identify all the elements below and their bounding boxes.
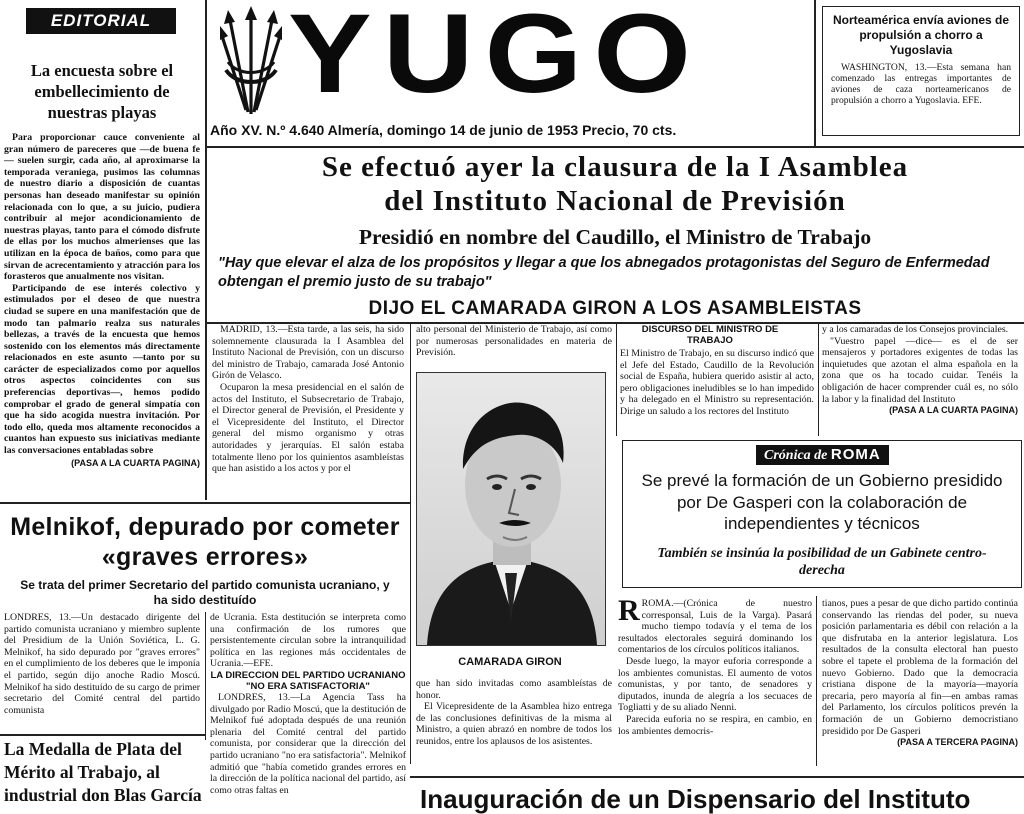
main-subhead: Presidió en nombre del Caudillo, el Ministro de Trabajo	[358, 225, 872, 249]
editorial-continued: (PASA A LA CUARTA PAGINA)	[71, 457, 200, 468]
editorial-paragraph: Para proporcionar cauce conveniente al gran número de pareceres que —de buena fe— suelen surgir, cada año, al aproximarse la temporada veraniega, pusimos las columnas de nuestro diario a disposición de cuantas personas han deseado manifestar su opinión relacionada con lo que, a su juicio, pudiera contribuir al mejor acondicionamiento de nuestras playas, tanto para el cómodo disfrute de ellas por los muchos almerienses que las utilizan en la época de baños, como para que sirvan de acrecentamiento y atracción para los forasteros que anualmente nos visitan.	[4, 132, 200, 283]
top-right-headline: Norteamérica envía aviones de propulsión a chorro a Yugoslavia	[832, 13, 1010, 57]
roma-col-1	[618, 594, 812, 737]
roma-col-1-text: ROMA.—(Crónica de nuestro corresponsal, Luis de la Varga). Pasará mucho tiempo todavía y el tema de los resultados electorales seguirá dominando los comentarios de los círculos políticos italianos.	[618, 598, 812, 656]
main-quote: "Hay que elevar el alza de los propósitos y llegar a que los abnegados protagonistas del Seguro de Enfermedad obtengan el premio justo de su trabajo"	[218, 255, 990, 290]
top-right-dateline: WASHINGTON, 13.—	[841, 62, 937, 73]
top-right-news	[822, 6, 1020, 136]
roma-col-2-text: tianos, pues a pesar de que dicho partido continúa conservando las riendas del poder, su nueva posición parlamentaria es débil con relación a la que disfrutaba en la anterior legislatura. Los resultados de la consulta electoral han puesto sobre el tapete el problema de la formación del nuevo Gobierno. Dado que la democracia cristiana dispone de la mayoría—mayoría precaria, pero mayoría al fin—en ambas ramas del Parlamento, los círculos políticos prevén la formación de un Gobierno democristiano presidido por De Gasperi	[822, 598, 1018, 737]
roma-dropcap: R	[618, 594, 640, 627]
main-col-1-text-2: Ocuparon la mesa presidencial en el salón de actos del Instituto, el Subsecretario de Trabajo, el Director general de Previsión, el Presidente y el Vicepresidente del Instituto, el Director general del mismo organismo y otras autoridades y jerarquías. El salón estaba totalmente lleno por los quinientos asambleístas que han asistido a los actos y por el	[212, 381, 404, 475]
editorial-label: EDITORIAL	[26, 8, 176, 34]
speech-text: El Ministro de Trabajo, en su discurso indicó que el Jefe del Estado, Caudillo de la Revolución social de España, hubiera querido asistir al acto, pero obligaciones ineludibles se lo han impedido y ha delegado en el Ministro su representación. Dirige un saludo a los rectores del Instituto	[620, 348, 814, 417]
issue-line	[210, 122, 810, 138]
main-col-1	[212, 324, 404, 475]
main-col-2-bottom	[416, 678, 612, 748]
main-col-2-bottom-1: que han sido invitadas como asambleístas de honor.	[416, 678, 612, 701]
roma-col-1-text-b: Desde luego, la mayor euforia corresponde a los ambientes comunistas. El aumento de votos comunistas, y por tanto, de senadores y diputados, inunda de alegría a los secuaces de Togliatti y de su aliado Nenni.	[618, 655, 812, 714]
roma-col-1-text-c: Parecida euforia no se respira, en cambio, en los ambientes democris-	[618, 713, 812, 737]
main-dateline: MADRID, 13.—	[220, 324, 288, 335]
roma-kicker-prefix: Crónica de	[764, 448, 828, 463]
main-col-2-bottom-2: El Vicepresidente de la Asamblea hizo entrega de las conclusiones definitivas de la misma al Ministro, a quien abrazó en nombre de todos los reunidos, entre los aplausos de los asistentes.	[416, 701, 612, 747]
issue-price: Precio, 70 cts.	[582, 122, 677, 138]
melnikof-col-2-text-b: LONDRES, 13.—La Agencia Tass ha divulgado por Radio Moscú, que la destitución de Melnikof fué adoptada después de una reunión plenaria del Comité central del partido comunista, por considerar que la dirección del partido ucraniano "no era satisfactoria". Melnikof admitió que "había cometido grandes errores en la dirección de la política nacional del partido, así como otras faltas en	[210, 691, 406, 796]
main-headline-1: Se efectuó ayer la clausura de la I Asamblea	[321, 151, 909, 183]
photo-caption: CAMARADA GIRON	[458, 656, 562, 668]
roma-headline: Se prevé la formación de un Gobierno presidido por De Gasperi con la colaboración de independientes y técnicos	[641, 471, 1003, 533]
main-col-1-text: Esta tarde, a las seis, ha sido solemnemente clausurada la I Asamblea del Instituto Nacional de Previsión, con un discurso del ministro de Trabajo, camarada José Antonio Girón de Velasco.	[212, 324, 404, 382]
bottom-right-headline: Inauguración de un Dispensario del Instituto	[420, 784, 971, 814]
main-headline-2: del Instituto Nacional de Previsión	[384, 185, 846, 217]
yoke-and-arrows-emblem	[220, 6, 282, 118]
portrait-illustration	[417, 373, 605, 645]
top-right-text: Esta semana han comenzado las entregas importantes de aviones de caza norteamericanos de propulsión a chorro a Yugoslavia. EFE.	[831, 62, 1011, 106]
main-col-4-text-2: "Vuestro papel —dice— es el de ser mensajeros y portadores exigentes de todas las inquietudes que azotan el alma española en la zona que os ha tocado cuidar. Tenéis la obligación de hacer comprender cuál es, no sólo la labor y la finalidad del Instituto	[822, 335, 1018, 405]
roma-kicker-city: ROMA	[830, 446, 881, 463]
editorial-headline: La encuesta sobre el embellecimiento de nuestras playas	[30, 61, 174, 122]
main-continued: (PASA A LA CUARTA PAGINA)	[889, 405, 1018, 416]
speech-heading: DISCURSO DEL MINISTRO DE TRABAJO	[641, 324, 779, 346]
masthead-title: YUGO	[288, 0, 703, 116]
melnikof-col-2-heading: LA DIRECCION DEL PARTIDO UCRANIANO "NO ERA SATISFACTORIA"	[210, 669, 406, 692]
main-col-4	[822, 324, 1018, 417]
melnikof-headline: Melnikof, depurado por cometer «graves errores»	[10, 513, 400, 571]
editorial-section	[4, 8, 200, 468]
editorial-paragraph: Participando de ese interés colectivo y estimulados por el deseo de que nuestra ciudad se supere en una manifestación que de modo tan palmario realza sus naturales bellezas, a través de la encuesta que hemos sostenido con los elementos más directamente relacionados en este asunto —tanto por su carácter de especializados como por aquellos otros aspectos coincidentes con sus preferencias deportivas—, hemos podido comprobar el grado de general simpatía con que ha sido acogida nuestra invitación. Por todo ello, queda mos altamente reconocidos a cuantos han expuesto sus iniciativas mediante las conversaciones entabladas sobre	[4, 282, 200, 457]
main-attribution: DIJO EL CAMARADA GIRON A LOS ASAMBLEISTAS	[368, 298, 862, 319]
masthead	[208, 0, 812, 144]
issue-date: Año XV. N.º 4.640 Almería, domingo 14 de junio de 1953	[210, 122, 579, 138]
melnikof-subhead: Se trata del primer Secretario del partido comunista ucraniano, y ha sido destituído	[20, 578, 390, 607]
medalla-headline: La Medalla de Plata del Mérito al Trabajo, al industrial don Blas García	[4, 739, 202, 805]
roma-subhead: También se insinúa la posibilidad de un Gabinete centro-derecha	[657, 546, 987, 578]
giron-photo	[416, 372, 606, 646]
main-col-4-text-1: y a los camaradas de los Consejos provinciales.	[822, 324, 1009, 335]
main-col-2-top: alto personal del Ministerio de Trabajo, así como por numerosas personalidades en materia de Previsión.	[416, 324, 612, 359]
editorial-body	[4, 132, 200, 457]
melnikof-col-1: LONDRES, 13.—Un destacado dirigente del partido comunista ucraniano y miembro suplente del Presidium de la Unión Soviética, L. G. Melnikof, ha sido depurado por "graves errores" en el cumplimiento de los deberes que le imponía el partido, según dijo anoche Radio Moscú. Melnikof ha sido destituído de su cargo de primer secretario del Comité central del partido comunista	[4, 612, 200, 716]
melnikof-col-2-text-a: de Ucrania. Esta destitución se interpreta como una confirmación de los rumores que persistentemente circulan sobre la intranquilidad política en las regiones más occidentales de Ucrania.—EFE.	[210, 612, 406, 670]
roma-continued: (PASA A TERCERA PAGINA)	[897, 737, 1018, 748]
melnikof-col-2	[210, 612, 406, 796]
roma-kicker	[756, 445, 889, 465]
roma-col-2	[822, 598, 1018, 749]
